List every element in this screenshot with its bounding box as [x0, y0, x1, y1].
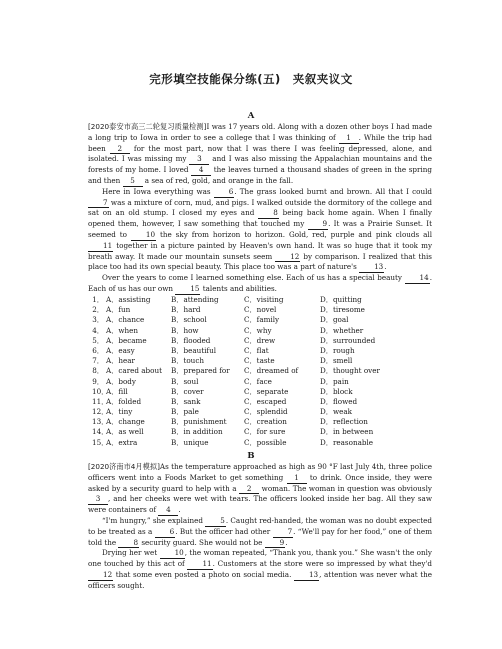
option-choice: B．cover: [171, 386, 204, 396]
blank-10: 10: [131, 231, 156, 241]
options-list: [92, 295, 432, 448]
option-choice: D．reasonable: [320, 437, 374, 447]
question-number: 2．: [92, 305, 104, 315]
option-choice: D．block: [320, 386, 353, 396]
text-segment: was a mixture of corn, mud, and pigs. I walked outside the dormitory of the college and sat on an old stump. I closed my eyes and: [88, 197, 432, 218]
question-number: 3．: [92, 315, 104, 325]
source-label: [2020泰安市高三二轮复习质量检测]: [88, 122, 207, 131]
option-choice: C．escaped: [244, 396, 287, 406]
blank-5: 5: [205, 517, 226, 527]
text-segment: by comparison. I realized that this place too had its own special beauty. This place too was a part of nature's: [88, 251, 432, 272]
paragraph: [88, 122, 432, 187]
option-row: [92, 336, 432, 346]
option-row: [92, 315, 432, 325]
option-choice: C．why: [244, 325, 272, 335]
option-choice: C．novel: [244, 305, 277, 315]
option-choice: D．smell: [320, 356, 353, 366]
option-row: [92, 346, 432, 356]
blank-4: 4: [191, 166, 211, 176]
option-choice: D．pain: [320, 376, 349, 386]
text-segment: . It was a Prairie Sunset. It seemed to: [88, 219, 432, 239]
question-number: 14．: [92, 427, 109, 437]
option-choice: B．how: [171, 325, 199, 335]
blank-10: 10: [160, 549, 185, 559]
option-choice: A．change: [106, 417, 145, 427]
option-row: [92, 295, 432, 305]
text-segment: , attention was never what the officers sought.: [88, 569, 433, 590]
option-choice: D．surrounded: [320, 335, 376, 345]
option-choice: D．reflection: [320, 417, 368, 427]
option-row: [92, 438, 432, 448]
option-choice: C．dreamed of: [244, 366, 299, 376]
text-segment: Drying her wet: [102, 548, 160, 558]
text-segment: . Caught red-handed, the woman was no doubt expected to be treated as a: [88, 515, 432, 536]
text-segment: a sea of red, gold, and orange in the fall.: [142, 175, 294, 185]
text-segment: Here in Iowa everything was: [102, 186, 214, 196]
option-choice: A．became: [106, 335, 147, 345]
option-choice: C．creation: [244, 417, 287, 427]
passage-b-text: [88, 462, 432, 592]
blank-11: 11: [88, 242, 113, 252]
option-choice: A．cared about: [106, 366, 162, 376]
passage-a-heading: A: [247, 111, 255, 121]
page-title: 完形填空技能保分练(五) 夹叙夹议文: [149, 72, 353, 86]
blank-4: 4: [158, 506, 178, 516]
text-segment: . Customers at the store were so impressed by what they'd: [212, 559, 433, 569]
blank-8: 8: [258, 209, 279, 219]
paragraph: [88, 273, 432, 295]
option-choice: D．weak: [320, 407, 352, 417]
question-number: 11．: [92, 396, 109, 406]
blank-13: 13: [359, 263, 384, 273]
text-segment: .: [384, 262, 387, 272]
option-choice: C．separate: [244, 386, 289, 396]
option-choice: A．fun: [106, 305, 131, 315]
text-segment: for the most part, now that I was there I was feeling depressed, alone, and isolated. I was missing my: [88, 143, 432, 164]
option-choice: D．whether: [320, 325, 364, 335]
question-number: 10．: [92, 386, 109, 396]
option-choice: D．quitting: [320, 295, 362, 304]
option-choice: B．flooded: [171, 335, 211, 345]
text-segment: talents and abilities.: [200, 283, 277, 293]
option-choice: D．rough: [320, 345, 355, 355]
paragraph: [88, 516, 432, 548]
blank-3: 3: [189, 155, 209, 165]
option-choice: C．taste: [244, 356, 275, 366]
text-segment: to drink. Once inside, they were asked by a security guard to help with a: [88, 472, 432, 493]
blank-14: 14: [405, 274, 430, 284]
blank-6: 6: [155, 528, 176, 538]
blank-3: 3: [88, 495, 108, 505]
text-segment: , and her cheeks were wet with tears. The officers looked inside her bag. All they saw were containers of: [88, 494, 432, 515]
option-row: [92, 356, 432, 366]
paragraph: [88, 548, 432, 591]
option-choice: C．for sure: [244, 427, 286, 437]
blank-12: 12: [275, 253, 300, 263]
blank-15: 15: [175, 285, 200, 295]
option-choice: D．thought over: [320, 366, 380, 376]
question-number: 8．: [92, 366, 104, 376]
option-choice: A．chance: [106, 315, 145, 325]
text-segment: . While the trip had been: [88, 132, 432, 153]
text-segment: . “We'll pay for her food,” one of them told the: [88, 526, 433, 547]
blank-13: 13: [294, 571, 319, 581]
option-choice: B．school: [171, 315, 207, 325]
option-choice: A．as well: [106, 427, 144, 437]
passage-a-text: [88, 122, 432, 295]
option-row: [92, 407, 432, 417]
option-choice: B．in addition: [171, 427, 223, 437]
option-choice: C．possible: [244, 437, 287, 447]
text-segment: I was 17 years old. Along with a dozen other boys I had made a long trip to Iowa in order to see a college that I was thinking of: [88, 122, 433, 142]
question-number: 5．: [92, 335, 104, 345]
text-segment: “I'm hungry,” she explained: [102, 515, 206, 525]
option-choice: B．hard: [171, 305, 201, 315]
blank-5: 5: [123, 177, 143, 187]
option-choice: B．soul: [171, 376, 199, 386]
option-choice: A．hear: [106, 356, 135, 366]
option-choice: A．easy: [106, 345, 135, 355]
blank-1: 1: [339, 134, 359, 144]
option-choice: D．tiresome: [320, 305, 365, 315]
text-segment: being back home again. When I finally opened them, however, I saw something that touched my: [88, 208, 432, 229]
blank-7: 7: [273, 528, 294, 538]
option-choice: A．tiny: [106, 407, 133, 417]
text-segment: the leaves turned a thousand shades of green in the spring and then: [88, 165, 432, 185]
text-segment: the sky from horizon to horizon. Gold, red, purple and pink clouds all: [156, 229, 432, 239]
text-segment: that some even posted a photo on social media.: [113, 569, 294, 579]
blank-2: 2: [239, 485, 259, 495]
option-row: [92, 397, 432, 407]
option-choice: D．goal: [320, 315, 349, 325]
option-choice: D．in between: [320, 427, 374, 437]
passage-b-heading: B: [247, 451, 255, 461]
question-number: 7．: [92, 356, 104, 366]
option-row: [92, 305, 432, 315]
option-choice: B．prepared for: [171, 366, 230, 376]
option-choice: A．extra: [106, 437, 138, 447]
option-choice: C．drew: [244, 335, 276, 345]
blank-11: 11: [187, 560, 212, 570]
blank-1: 1: [287, 474, 307, 484]
option-choice: A．body: [106, 376, 136, 386]
text-segment: .: [285, 537, 288, 547]
option-choice: C．face: [244, 376, 272, 386]
text-segment: . Each of us has our own: [88, 273, 432, 293]
question-number: 12．: [92, 407, 109, 417]
option-choice: C．flat: [244, 345, 269, 355]
option-choice: B．attending: [171, 295, 219, 304]
blank-9: 9: [308, 220, 329, 230]
option-row: [92, 387, 432, 397]
blank-2: 2: [110, 145, 130, 155]
source-label: [2020济南市4月模拟]: [88, 462, 160, 471]
option-choice: D．flowed: [320, 396, 358, 406]
option-choice: A．assisting: [106, 295, 151, 304]
text-segment: . The grass looked burnt and brown. All that I could: [234, 186, 433, 196]
option-choice: B．sank: [171, 396, 201, 406]
question-number: 6．: [92, 345, 104, 355]
option-choice: C．visiting: [244, 295, 284, 304]
text-segment: security guard. She would not be: [139, 537, 265, 547]
text-segment: and I was also missing the Appalachian mountains and the forests of my home. I loved: [88, 154, 433, 175]
blank-9: 9: [265, 539, 286, 549]
text-segment: . But the officer had other: [175, 526, 273, 536]
option-choice: B．pale: [171, 407, 199, 417]
option-row: [92, 417, 432, 427]
paragraph: [88, 462, 432, 516]
question-number: 4．: [92, 325, 104, 335]
option-row: [92, 366, 432, 376]
question-number: 15．: [92, 437, 109, 447]
blank-12: 12: [88, 571, 113, 581]
text-segment: .: [178, 505, 181, 515]
paragraph: [88, 187, 432, 273]
option-row: [92, 377, 432, 387]
option-choice: B．beautiful: [171, 345, 217, 355]
option-choice: A．folded: [106, 396, 142, 406]
option-row: [92, 326, 432, 336]
text-segment: together in a picture painted by Heaven's own hand. It was so huge that it took my breath away. It made our mountain sunsets seem: [88, 240, 432, 261]
question-number: 9．: [92, 376, 104, 386]
text-segment: Over the years to come I learned something else. Each of us has a special beauty: [102, 273, 405, 283]
question-number: 1．: [92, 295, 104, 304]
text-segment: woman. The woman in question was obviously: [259, 483, 432, 493]
option-choice: A．fill: [106, 386, 128, 396]
option-choice: B．punishment: [171, 417, 227, 427]
option-choice: C．family: [244, 315, 280, 325]
option-row: [92, 427, 432, 437]
text-segment: , the woman repeated, “Thank you, thank you.” She wasn't the only one touched by this act of: [88, 548, 432, 569]
text-segment: As the temperature approached as high as 90 °F last July 4th, three police officers went into a Foods Market to get something: [88, 462, 432, 482]
option-choice: B．touch: [171, 356, 204, 366]
blank-8: 8: [118, 539, 139, 549]
option-choice: A．when: [106, 325, 139, 335]
question-number: 13．: [92, 417, 109, 427]
blank-7: 7: [88, 199, 109, 209]
blank-6: 6: [214, 188, 235, 198]
option-choice: B．unique: [171, 437, 209, 447]
option-choice: C．splendid: [244, 407, 288, 417]
